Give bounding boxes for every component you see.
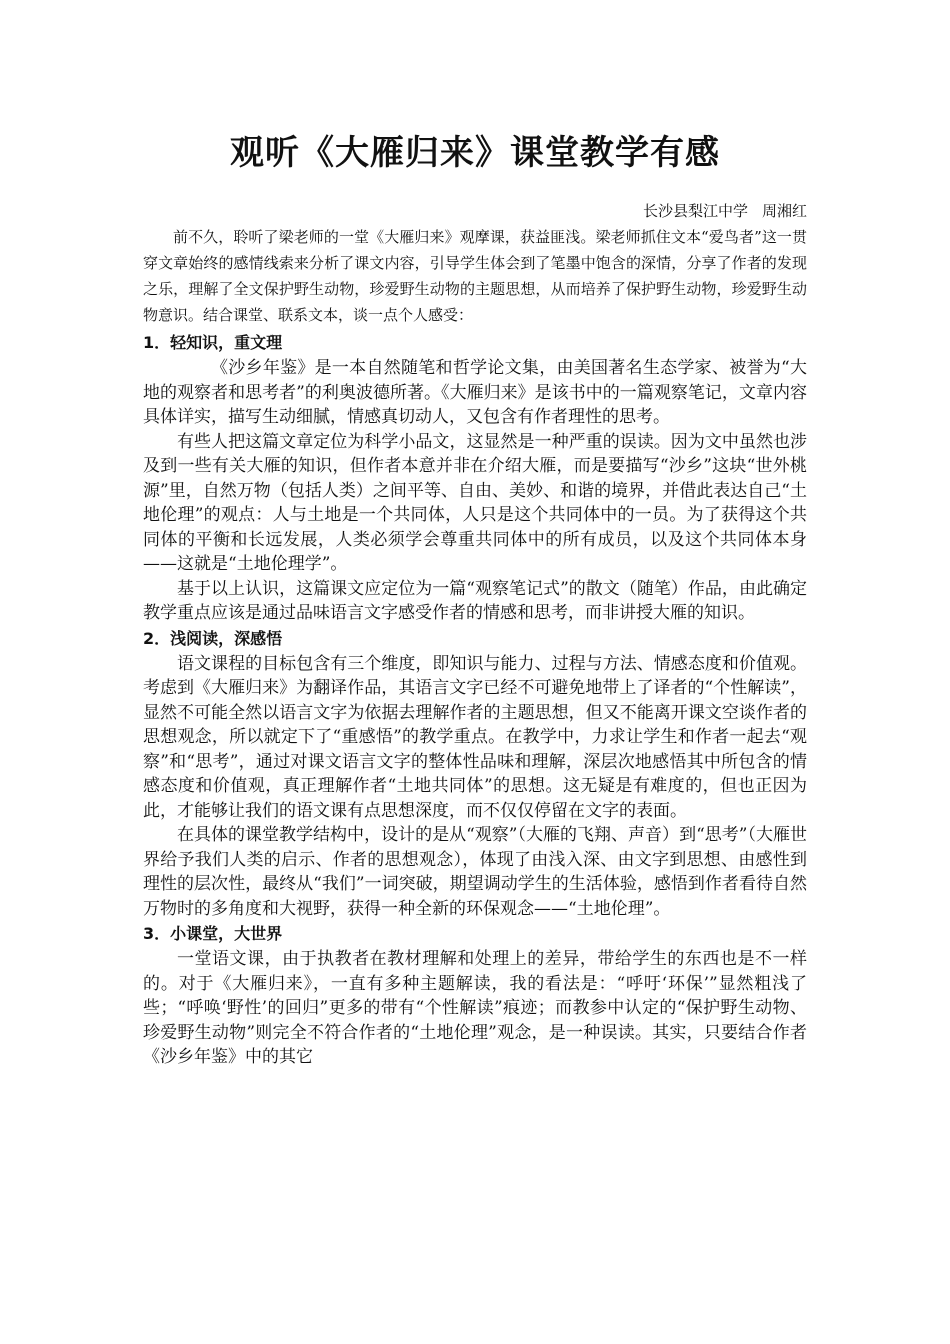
- author-name: 周湘红: [761, 202, 807, 220]
- section-2-paragraph-1: 语文课程的目标包含有三个维度，即知识与能力、过程与方法、情感态度和价值观。考虑到《大雁归来》为翻译作品，其语言文字已经不可避免地带上了译者的“个性解读”，显然不可能全然以语言文字为依据去理解作者的主题思想，但又不能离开课文空谈作者的思想观念，所以就定下了“重感悟”的教学重点。在教学中，力求让学生和作者一起去“观察”和“思考”，通过对课文语言文字的整体性品味和理解，深层次地感悟其中所包含的情感态度和价值观，真正理解作者“土地共同体”的思想。这无疑是有难度的，但也正因为此，才能够让我们的语文课有点思想深度，而不仅仅停留在文字的表面。: [143, 653, 807, 821]
- section-1-paragraph-1: 《沙乡年鉴》是一本自然随笔和哲学论文集，由美国著名生态学家、被誉为“大地的观察者和思考者”的利奥波德所著。《大雁归来》是该书中的一篇观察笔记，文章内容具体详实，描写生动细腻，情感真切动人，又包含有作者理性的思考。: [143, 358, 807, 427]
- document-page: [143, 0, 807, 1070]
- author-school: 长沙县梨江中学: [642, 202, 748, 220]
- section-3-paragraph-1: 一堂语文课，由于执教者在教材理解和处理上的差异，带给学生的东西也是不一样的。对于《大雁归来》，一直有多种主题解读，我的看法是：“呼吁‘环保’”显然粗浅了些；“呼唤‘野性’的回归”更多的带有“个性解读”痕迹；而教参中认定的“保护野生动物、珍爱野生动物”则完全不符合作者的“土地伦理”观念，是一种误读。其实，只要结合作者《沙乡年鉴》中的其它: [143, 949, 807, 1067]
- section-2-paragraph-2: 在具体的课堂教学结构中，设计的是从“观察”（大雁的飞翔、声音）到“思考”（大雁世界给予我们人类的启示、作者的思想观念），体现了由浅入深、由文字到思想、由感性到理性的层次性，最终从“我们”一词突破，期望调动学生的生活体验，感悟到作者看待自然万物时的多角度和大视野，获得一种全新的环保观念——“土地伦理”。: [143, 825, 807, 919]
- section-heading-1: 1．轻知识，重文理: [143, 333, 283, 352]
- document-title: 观听《大雁归来》课堂教学有感: [230, 133, 720, 173]
- section-1-paragraph-2: 有些人把这篇文章定位为科学小品文，这显然是一种严重的误读。因为文中虽然也涉及到一些有关大雁的知识，但作者本意并非在介绍大雁，而是要描写“沙乡”这块“世外桃源”里，自然万物（包括人类）之间平等、自由、美妙、和谐的境界，并借此表达自己“土地伦理”的观点：人与土地是一个共同体，人只是这个共同体中的一员。为了获得这个共同体的平衡和长远发展，人类必须学会尊重共同体中的所有成员，以及这个共同体本身——这就是“土地伦理学”。: [143, 431, 807, 574]
- section-heading-3: 3．小课堂，大世界: [143, 924, 283, 943]
- intro-paragraph: 前不久，聆听了梁老师的一堂《大雁归来》观摩课，获益匪浅。梁老师抓住文本“爱鸟者”这一贯穿文章始终的感情线索来分析了课文内容，引导学生体会到了笔墨中饱含的深情，分享了作者的发现之乐，理解了全文保护野生动物，珍爱野生动物的主题思想，从而培养了保护野生动物，珍爱野生动物意识。结合课堂、联系文本，谈一点个人感受：: [143, 228, 807, 324]
- section-1-paragraph-3: 基于以上认识，这篇课文应定位为一篇“观察笔记式”的散文（随笔）作品，由此确定教学重点应该是通过品味语言文字感受作者的情感和思考，而非讲授大雁的知识。: [143, 578, 807, 623]
- author-line: [143, 198, 807, 224]
- section-heading-2: 2．浅阅读，深感悟: [143, 628, 283, 648]
